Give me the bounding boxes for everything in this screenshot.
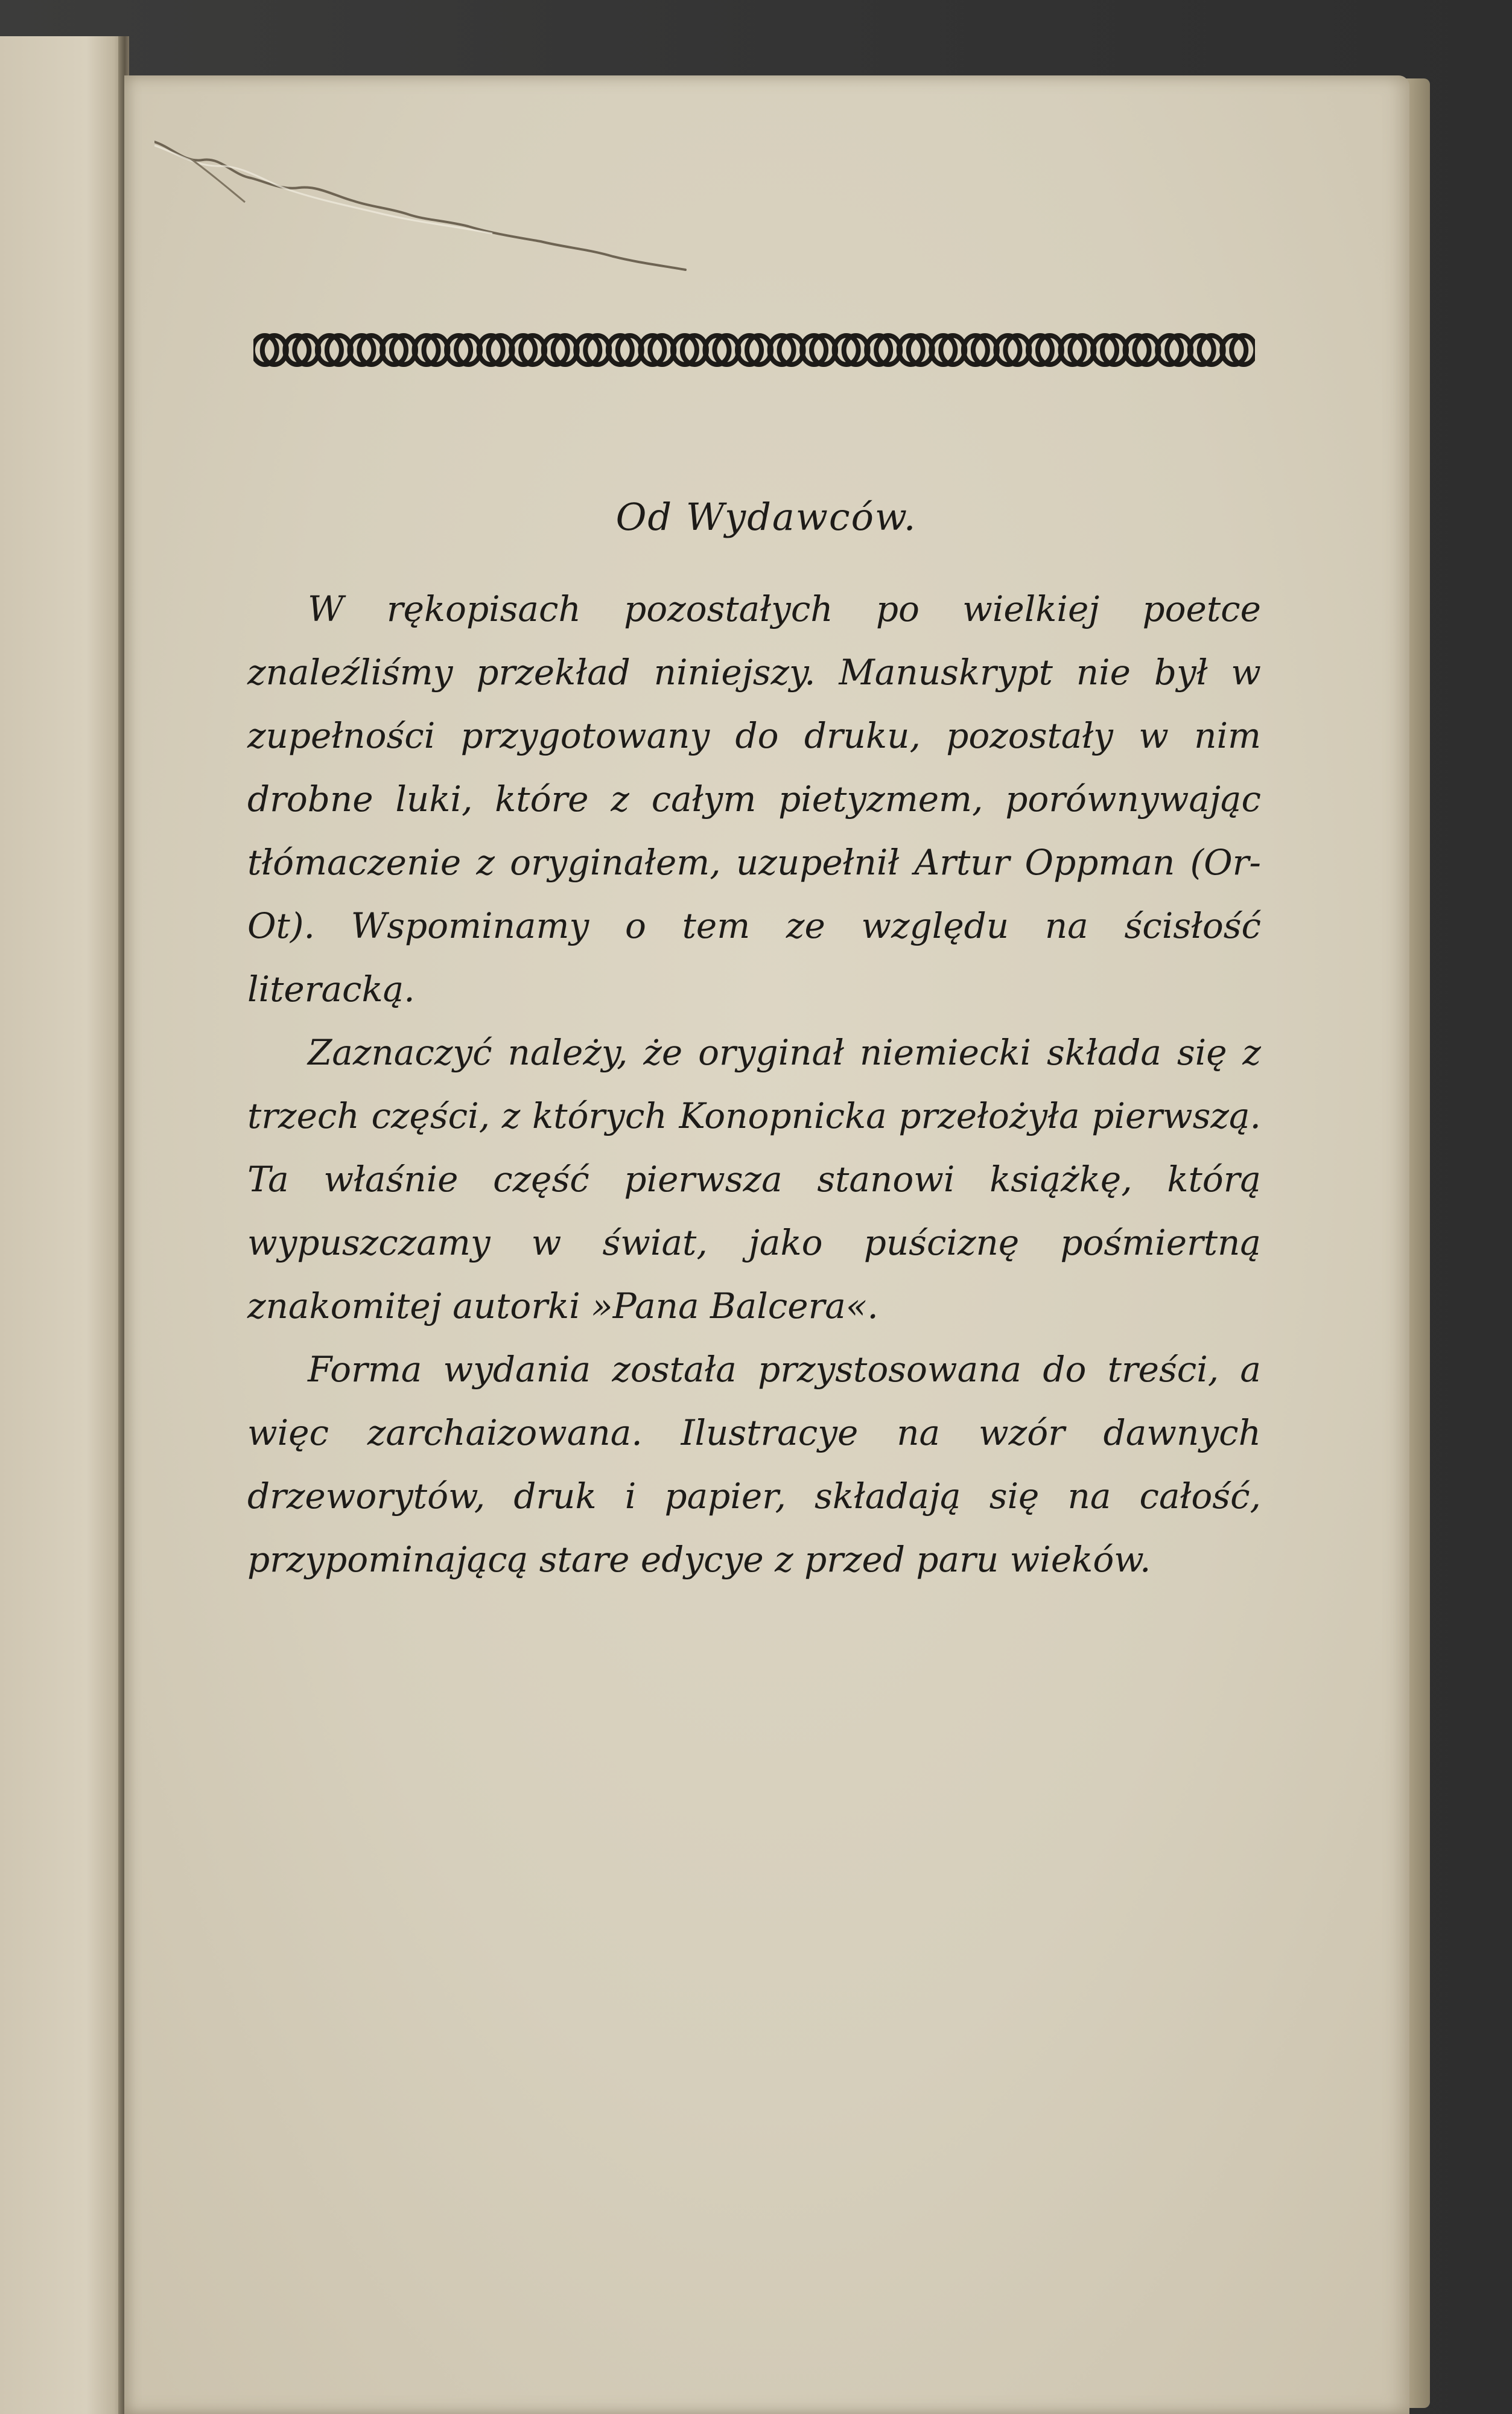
ornament-twist xyxy=(285,336,319,365)
ornament-twist xyxy=(1125,336,1159,365)
ornament-twist xyxy=(866,336,900,365)
paragraph-1: W rękopisach pozostałych po wielkiej poetce znaleźliśmy przekład niniejszy. Manuskrypt nie był w zupełności przygotowany do druku, pozostały w nim drobne luki, które z całym pietyzmem, porównywając tłómaczenie z oryginałem, uzupełnił Artur Oppman (Or-Ot). Wspominamy o tem ze względu na ścisłość literacką. xyxy=(247,588,1261,1010)
ornament-twist xyxy=(382,336,416,365)
ornament-twist xyxy=(737,336,771,365)
ornament-twist xyxy=(511,336,545,365)
ornament-twist xyxy=(673,336,707,365)
ornament-twist xyxy=(1157,336,1191,365)
ornament-twist xyxy=(705,336,739,365)
ornament-twist xyxy=(1093,336,1126,365)
ornament-twist xyxy=(253,336,287,365)
ornament-twist xyxy=(479,336,513,365)
decorative-rope-border xyxy=(253,329,1255,371)
text-block xyxy=(247,495,1261,1591)
ornament-twist xyxy=(576,336,609,365)
ornament-twist xyxy=(1222,336,1255,365)
ornament-twist xyxy=(415,336,448,365)
ornament-twist xyxy=(317,336,351,365)
ornament-twist xyxy=(1028,336,1062,365)
ornament-twist xyxy=(770,336,804,365)
ornament-twist xyxy=(446,336,480,365)
ornament-twist xyxy=(834,336,868,365)
ornament-twist xyxy=(608,336,642,365)
ornament-twist xyxy=(1060,336,1094,365)
ornament-twist xyxy=(899,336,933,365)
paper-tear-mark xyxy=(154,130,697,275)
ornament-twist xyxy=(802,336,836,365)
paragraph-3: Forma wydania została przystosowana do treści, a więc zarchaizowana. Ilustracye na wzór dawnych drzeworytów, druk i papier, składają się na całość, przypominającą stare edycye z przed paru wieków. xyxy=(247,1349,1261,1580)
ornament-twist xyxy=(640,336,674,365)
ornament-twist xyxy=(349,336,383,365)
ornament-twist xyxy=(544,336,577,365)
ornament-twist xyxy=(1190,336,1224,365)
page-title: Od Wydawców. xyxy=(615,495,917,539)
paragraph-2: Zaznaczyć należy, że oryginał niemiecki składa się z trzech części, z których Konopnicka przełożyła pierwszą. Ta właśnie część pierwsza stanowi książkę, którą wypuszczamy w świat, jako puściznę pośmiertną znakomitej autorki »Pana Balcera«. xyxy=(247,1032,1261,1326)
ornament-twist xyxy=(931,336,965,365)
left-page-edge xyxy=(0,36,124,2414)
ornament-twist xyxy=(964,336,997,365)
ornament-twist xyxy=(996,336,1029,365)
